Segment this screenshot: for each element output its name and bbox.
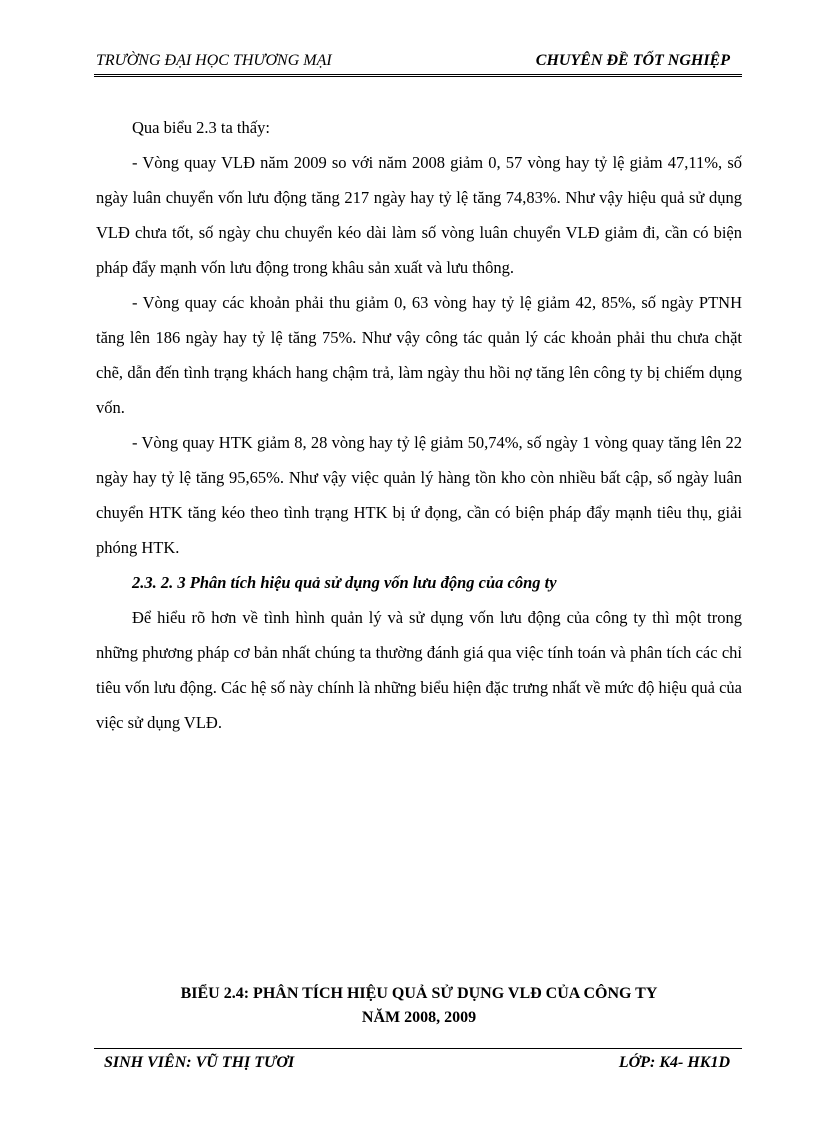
paragraph-receivables-turnover: - Vòng quay các khoản phải thu giảm 0, 63 vòng hay tỷ lệ giảm 42, 85%, số ngày PTNH tăng lên 186 ngày hay tỷ lệ tăng 75%. Như vậy công tác quản lý các khoản phải thu chưa chặt chẽ, dẫn đến tình trạng khách hang chậm trả, làm ngày thu hồi nợ tăng lên công ty bị chiếm dụng vốn. bbox=[96, 293, 742, 417]
paragraph-inventory-turnover: - Vòng quay HTK giảm 8, 28 vòng hay tỷ lệ giảm 50,74%, số ngày 1 vòng quay tăng lên 22 ngày hay tỷ lệ tăng 95,65%. Như vậy việc quản lý hàng tồn kho còn nhiều bất cập, số ngày luân chuyển HTK tăng kéo theo tình trạng HTK bị ứ đọng, cần có biện pháp đẩy mạnh tiêu thụ, giải phóng HTK. bbox=[96, 433, 742, 557]
table-caption bbox=[96, 982, 742, 1030]
caption-line-2: NĂM 2008, 2009 bbox=[361, 1009, 477, 1026]
section-heading: 2.3. 2. 3 Phân tích hiệu quả sử dụng vốn lưu động của công ty bbox=[132, 573, 557, 592]
paragraph-working-capital-turnover: - Vòng quay VLĐ năm 2009 so với năm 2008 giảm 0, 57 vòng hay tỷ lệ giảm 47,11%, số ngày luân chuyển vốn lưu động tăng 217 ngày hay tỷ lệ tăng 74,83%. Như vậy hiệu quả sử dụng VLĐ chưa tốt, số ngày chu chuyển kéo dài làm số vòng luân chuyển VLĐ giảm đi, cần có biện pháp đẩy mạnh vốn lưu động trong khâu sản xuất và lưu thông. bbox=[96, 153, 742, 277]
caption-line-1: BIỂU 2.4: PHÂN TÍCH HIỆU QUẢ SỬ DỤNG VLĐ CỦA CÔNG TY bbox=[180, 985, 658, 1002]
page-body bbox=[96, 110, 742, 740]
page-header bbox=[94, 50, 742, 77]
intro-line: Qua biểu 2.3 ta thấy: bbox=[132, 118, 270, 137]
header-school-name: TRƯỜNG ĐẠI HỌC THƯƠNG MẠI bbox=[96, 52, 332, 69]
header-document-type: CHUYÊN ĐỀ TỐT NGHIỆP bbox=[535, 52, 730, 69]
footer-student-name: SINH VIÊN: VŨ THỊ TƯƠI bbox=[104, 1054, 295, 1071]
paragraph-analysis-intro: Để hiểu rõ hơn về tình hình quản lý và sử dụng vốn lưu động của công ty thì một trong những phương pháp cơ bản nhất chúng ta thường đánh giá qua việc tính toán và phân tích các chỉ tiêu vốn lưu động. Các hệ số này chính là những biểu hiện đặc trưng nhất về mức độ hiệu quả của việc sử dụng VLĐ. bbox=[96, 608, 742, 732]
footer-class: LỚP: K4- HK1D bbox=[618, 1054, 730, 1071]
page-footer bbox=[94, 1048, 742, 1071]
